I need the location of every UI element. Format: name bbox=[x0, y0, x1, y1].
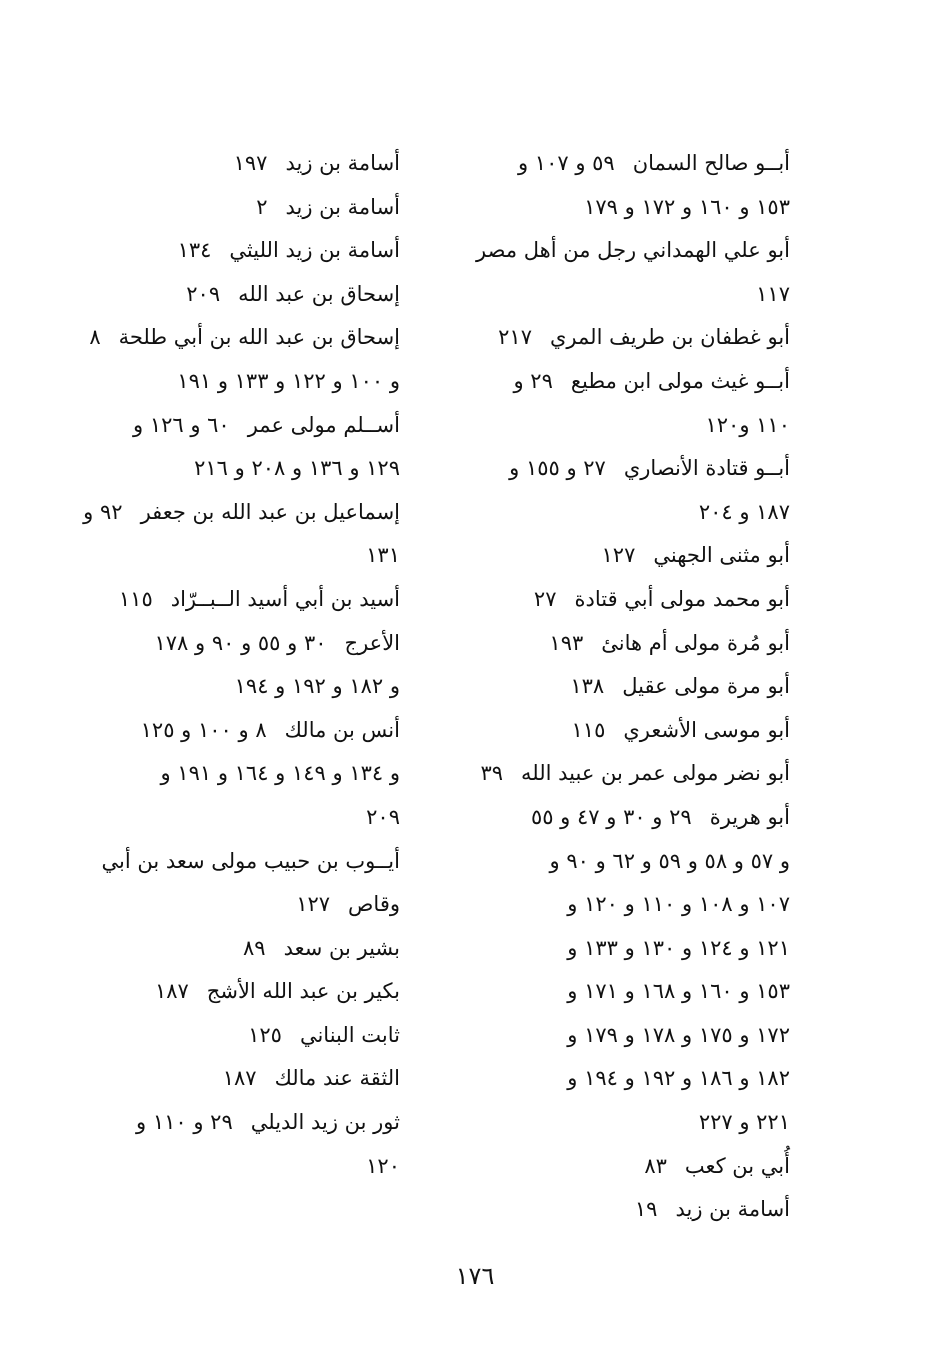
index-entry bbox=[83, 491, 400, 535]
index-entry bbox=[100, 1101, 400, 1145]
entry-name: أبو هريرة bbox=[709, 804, 790, 829]
index-entry bbox=[490, 491, 790, 535]
entry-page-refs: ١٣٤ bbox=[177, 238, 212, 263]
entry-page-refs: ٢٩ و ١١٠ و bbox=[136, 1110, 233, 1135]
entry-name: أسامة بن زيد bbox=[285, 194, 400, 219]
index-entry bbox=[490, 665, 790, 709]
index-column-right bbox=[476, 142, 790, 1232]
index-entry bbox=[100, 578, 400, 622]
index-entry bbox=[100, 229, 400, 273]
entry-page-refs: ٨ و ١٠٠ و ١٢٥ bbox=[140, 717, 267, 742]
entry-page-refs: ١١٧ bbox=[756, 281, 790, 306]
entry-page-refs: ٣٩ bbox=[480, 761, 504, 786]
entry-page-refs: ١٨٢ و ١٨٦ و ١٩٢ و ١٩٤ و bbox=[567, 1066, 790, 1091]
entry-page-refs: ٢٧ bbox=[533, 586, 557, 611]
entry-page-refs: و ١٨٢ و ١٩٢ و ١٩٤ bbox=[234, 674, 400, 699]
entry-page-refs: ١٩٧ bbox=[233, 151, 268, 175]
entry-name: ثور بن زيد الديلي bbox=[250, 1110, 400, 1135]
index-entry bbox=[100, 1057, 400, 1101]
index-entry bbox=[490, 1014, 790, 1058]
entry-name: الأعرج bbox=[344, 630, 400, 655]
entry-name: أنس بن مالك bbox=[284, 717, 400, 742]
entry-page-refs: ١١٥ bbox=[571, 717, 606, 742]
index-entry bbox=[490, 709, 790, 753]
entry-name: بشير بن سعد bbox=[283, 935, 400, 960]
index-entry bbox=[100, 927, 400, 971]
index-entry bbox=[490, 796, 790, 840]
index-entry bbox=[100, 970, 400, 1014]
entry-name: بكير بن عبد الله الأشج bbox=[206, 979, 400, 1004]
index-entry bbox=[490, 360, 790, 404]
index-entry bbox=[100, 665, 400, 709]
entry-page-refs: ١١٠ و١٢٠ bbox=[705, 412, 790, 437]
index-entry bbox=[100, 622, 400, 666]
entry-page-refs: ١٢٥ bbox=[248, 1022, 282, 1047]
index-column-left bbox=[83, 142, 400, 1188]
index-entry bbox=[476, 229, 790, 273]
entry-page-refs: ٢٩ و ٣٠ و ٤٧ و ٥٥ bbox=[530, 804, 692, 829]
entry-name: ثابت البناني bbox=[299, 1022, 400, 1047]
index-entry bbox=[490, 970, 790, 1014]
entry-name: أســلم مولى عمر bbox=[247, 412, 400, 437]
entry-page-refs: ١٢١ و ١٢٤ و ١٣٠ و ١٣٣ و bbox=[567, 935, 790, 960]
entry-page-refs: ١٨٧ bbox=[222, 1066, 257, 1091]
index-entry bbox=[490, 1145, 790, 1189]
entry-page-refs: ٢٧ و ١٥٥ و bbox=[509, 456, 606, 481]
entry-page-refs: ٥٩ و ١٠٧ و bbox=[517, 151, 615, 175]
index-entry bbox=[490, 883, 790, 927]
entry-page-refs: ٨٩ bbox=[243, 935, 266, 960]
entry-page-refs: ٨٣ bbox=[644, 1153, 667, 1178]
index-entry bbox=[490, 622, 790, 666]
entry-page-refs: ١٣١ bbox=[366, 543, 400, 568]
index-entry bbox=[89, 316, 400, 360]
entry-page-refs: ١٠٧ و ١٠٨ و ١١٠ و ١٢٠ و bbox=[567, 892, 790, 917]
entry-name: أبو موسى الأشعري bbox=[623, 717, 790, 742]
index-entry bbox=[480, 752, 790, 796]
entry-name: أسامة بن زيد الليثي bbox=[229, 238, 400, 263]
index-entry bbox=[100, 752, 400, 796]
entry-name: أبو مثنى الجهني bbox=[653, 543, 790, 568]
entry-page-refs: ١١٥ bbox=[118, 586, 153, 611]
entry-name: أبو مرة مولى عقيل bbox=[622, 674, 790, 699]
entry-page-refs: ١٣٨ bbox=[570, 674, 605, 699]
index-entry bbox=[100, 360, 400, 404]
index-entry bbox=[490, 534, 790, 578]
entry-name: أبو محمد مولى أبي قتادة bbox=[574, 586, 790, 611]
index-entry bbox=[490, 840, 790, 884]
entry-page-refs: ٢٠٩ bbox=[366, 804, 400, 829]
index-entry bbox=[100, 447, 400, 491]
entry-name: إسماعيل بن عبد الله بن جعفر bbox=[140, 499, 400, 524]
entry-name: أبو غطفان بن طريف المري bbox=[550, 325, 790, 350]
entry-page-refs: ١٨٧ و ٢٠٤ bbox=[698, 499, 790, 524]
entry-name: إسحاق بن عبد الله بن أبي طلحة bbox=[118, 325, 400, 350]
index-entry bbox=[490, 1188, 790, 1232]
entry-page-refs: ١٨٧ bbox=[154, 979, 189, 1004]
entry-page-refs: ٨ bbox=[89, 325, 101, 350]
index-entry bbox=[490, 1057, 790, 1101]
entry-page-refs: ١٥٣ و ١٦٠ و ١٧٢ و ١٧٩ bbox=[584, 194, 790, 219]
entry-name: أبو علي الهمداني رجل من أهل مصر bbox=[476, 238, 790, 263]
entry-page-refs: و ١٠٠ و ١٢٢ و ١٣٣ و ١٩١ bbox=[177, 368, 400, 393]
entry-name: أبــو قتادة الأنصاري bbox=[623, 456, 790, 481]
entry-page-refs: ٣٠ و ٥٥ و ٩٠ و ١٧٨ bbox=[154, 630, 327, 655]
page-number: ١٧٦ bbox=[455, 1262, 495, 1290]
entry-page-refs: ١٩ bbox=[634, 1197, 658, 1222]
index-entry bbox=[100, 404, 400, 448]
entry-name: أبــو صالح السمان bbox=[632, 151, 790, 175]
entry-name: إسحاق بن عبد الله bbox=[238, 281, 400, 306]
index-entry bbox=[100, 186, 400, 230]
index-entry bbox=[100, 1014, 400, 1058]
index-entry bbox=[100, 709, 400, 753]
index-entry bbox=[100, 534, 400, 578]
entry-page-refs: ٩٢ و bbox=[83, 499, 123, 524]
entry-page-refs: ١٩٣ bbox=[549, 630, 584, 655]
index-entry bbox=[490, 447, 790, 491]
index-entry bbox=[490, 186, 790, 230]
entry-name: وقاص bbox=[348, 892, 400, 917]
entry-page-refs: ٢ bbox=[256, 194, 268, 219]
entry-name: أُبي بن كعب bbox=[684, 1153, 790, 1178]
entry-name: أسيد بن أبي أسيد الــبــرّاد bbox=[170, 586, 400, 611]
entry-name: أبو مُرة مولى أم هانئ bbox=[601, 630, 790, 655]
entry-page-refs: و ٥٧ و ٥٨ و ٥٩ و ٦٢ و ٩٠ و bbox=[549, 848, 790, 873]
entry-page-refs: ١٢٧ bbox=[296, 892, 331, 917]
entry-page-refs: ٢٩ و bbox=[513, 368, 553, 393]
entry-name: أيــوب بن حبيب مولى سعد بن أبي bbox=[101, 848, 400, 873]
entry-page-refs: ١٢٩ و ١٣٦ و ٢٠٨ و ٢١٦ bbox=[194, 456, 400, 481]
entry-page-refs: ٢٢١ و ٢٢٧ bbox=[698, 1110, 790, 1135]
entry-page-refs: ٦٠ و ١٢٦ و bbox=[132, 412, 230, 437]
index-entry bbox=[490, 273, 790, 317]
entry-name: أبو نضر مولى عمر بن عبيد الله bbox=[521, 761, 790, 786]
index-entry bbox=[490, 927, 790, 971]
index-entry bbox=[490, 404, 790, 448]
index-entry bbox=[100, 142, 400, 186]
entry-page-refs: ١٢٧ bbox=[601, 543, 636, 568]
index-entry bbox=[490, 1101, 790, 1145]
entry-page-refs: ٢٠٩ bbox=[186, 281, 221, 306]
entry-page-refs: ١٧٢ و ١٧٥ و ١٧٨ و ١٧٩ و bbox=[567, 1022, 790, 1047]
entry-page-refs: ١٢٠ bbox=[366, 1153, 400, 1178]
index-entry bbox=[100, 796, 400, 840]
index-entry bbox=[100, 1145, 400, 1189]
entry-page-refs: ١٥٣ و ١٦٠ و ١٦٨ و ١٧١ و bbox=[567, 979, 790, 1004]
index-entry bbox=[100, 883, 400, 927]
index-entry bbox=[490, 316, 790, 360]
entry-name: أسامة بن زيد bbox=[675, 1197, 790, 1222]
index-entry bbox=[490, 142, 790, 186]
entry-page-refs: و ١٣٤ و ١٤٩ و ١٦٤ و ١٩١ و bbox=[160, 761, 400, 786]
index-entry bbox=[100, 840, 400, 884]
entry-page-refs: ٢١٧ bbox=[498, 325, 532, 350]
entry-name: أسامة بن زيد bbox=[285, 151, 400, 175]
index-entry bbox=[100, 273, 400, 317]
entry-name: الثقة عند مالك bbox=[274, 1066, 400, 1091]
index-entry bbox=[490, 578, 790, 622]
entry-name: أبــو غيث مولى ابن مطيع bbox=[570, 368, 790, 393]
